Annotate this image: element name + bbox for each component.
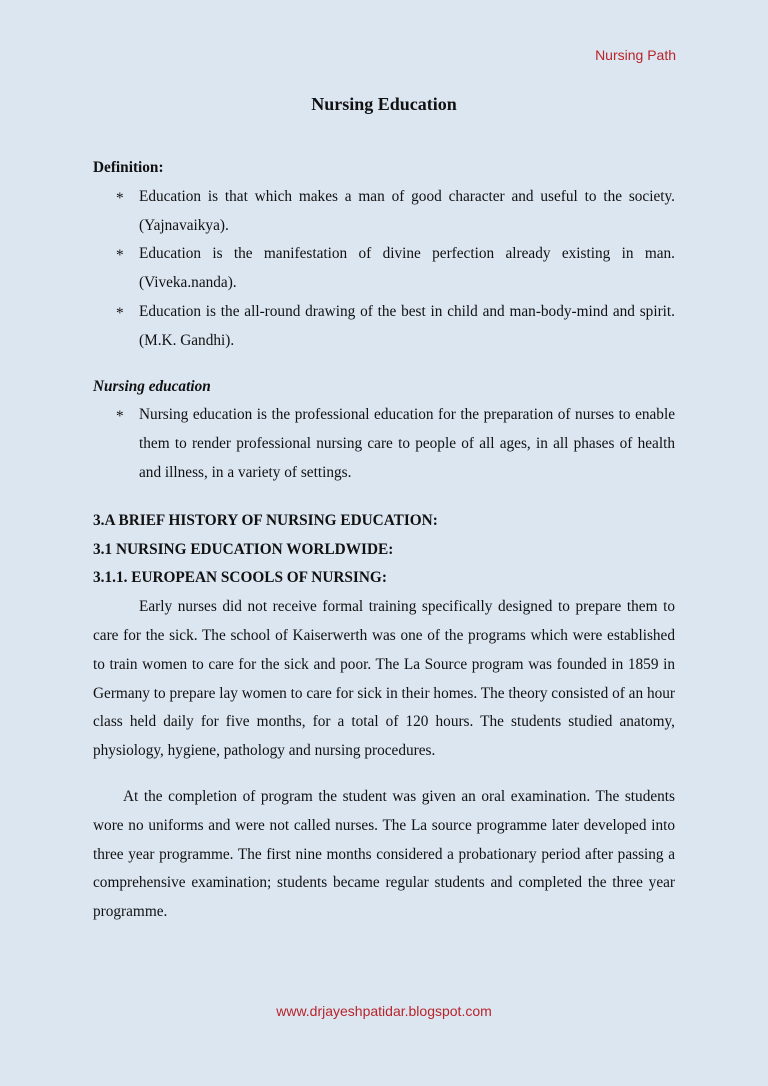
european-schools-heading: 3.1.1. EUROPEAN SCOOLS OF NURSING: xyxy=(93,569,387,587)
list-item xyxy=(93,298,675,356)
page-title: Nursing Education xyxy=(311,94,457,114)
list-item-text: Education is that which makes a man of good character and useful to the society. (Yajnavaikya). xyxy=(139,187,675,234)
paragraph-1: Early nurses did not receive formal training specifically designed to prepare them to care for the sick. The school of Kaiserwerth was one of the programs which were established to train women to care for the sick and poor. The La Source program was founded in 1859 in Germany to prepare lay women to care for sick in their homes. The theory consisted of an hour class held daily for five months, for a total of 120 hours. The students studied anatomy, physiology, hygiene, pathology and nursing procedures. xyxy=(93,598,675,760)
bullet-marker: * xyxy=(116,189,124,207)
list-item xyxy=(93,401,675,487)
footer-url[interactable]: www.drjayeshpatidar.blogspot.com xyxy=(276,1003,492,1019)
nursing-education-heading: Nursing education xyxy=(93,377,211,395)
definition-list xyxy=(93,183,675,356)
list-item xyxy=(93,240,675,298)
bullet-marker: * xyxy=(116,408,124,426)
header-brand: Nursing Path xyxy=(595,47,676,63)
definition-heading: Definition: xyxy=(93,159,164,176)
worldwide-heading: 3.1 NURSING EDUCATION WORLDWIDE: xyxy=(93,540,394,558)
list-item-text: Education is the manifestation of divine perfection already existing in man. (Viveka.nanda). xyxy=(139,245,675,292)
paragraph-2: At the completion of program the student was given an oral examination. The students wore no uniforms and were not called nurses. The La source programme later developed into three year programme. The first nine months considered a probationary period after passing a comprehensive examination; students became regular students and completed the three year programme. xyxy=(93,787,675,921)
nursing-education-list xyxy=(93,401,675,487)
list-item xyxy=(93,183,675,241)
history-heading: 3.A BRIEF HISTORY OF NURSING EDUCATION: xyxy=(93,511,438,529)
list-item-text: Education is the all-round drawing of the best in child and man-body-mind and spirit. (M.K. Gandhi). xyxy=(139,302,675,349)
bullet-marker: * xyxy=(116,304,124,322)
document-body xyxy=(93,154,675,927)
list-item-text: Nursing education is the professional education for the preparation of nurses to enable them to render professional nursing care to people of all ages, in all phases of health and illness, in a variety of settings. xyxy=(139,406,675,481)
bullet-marker: * xyxy=(116,247,124,265)
